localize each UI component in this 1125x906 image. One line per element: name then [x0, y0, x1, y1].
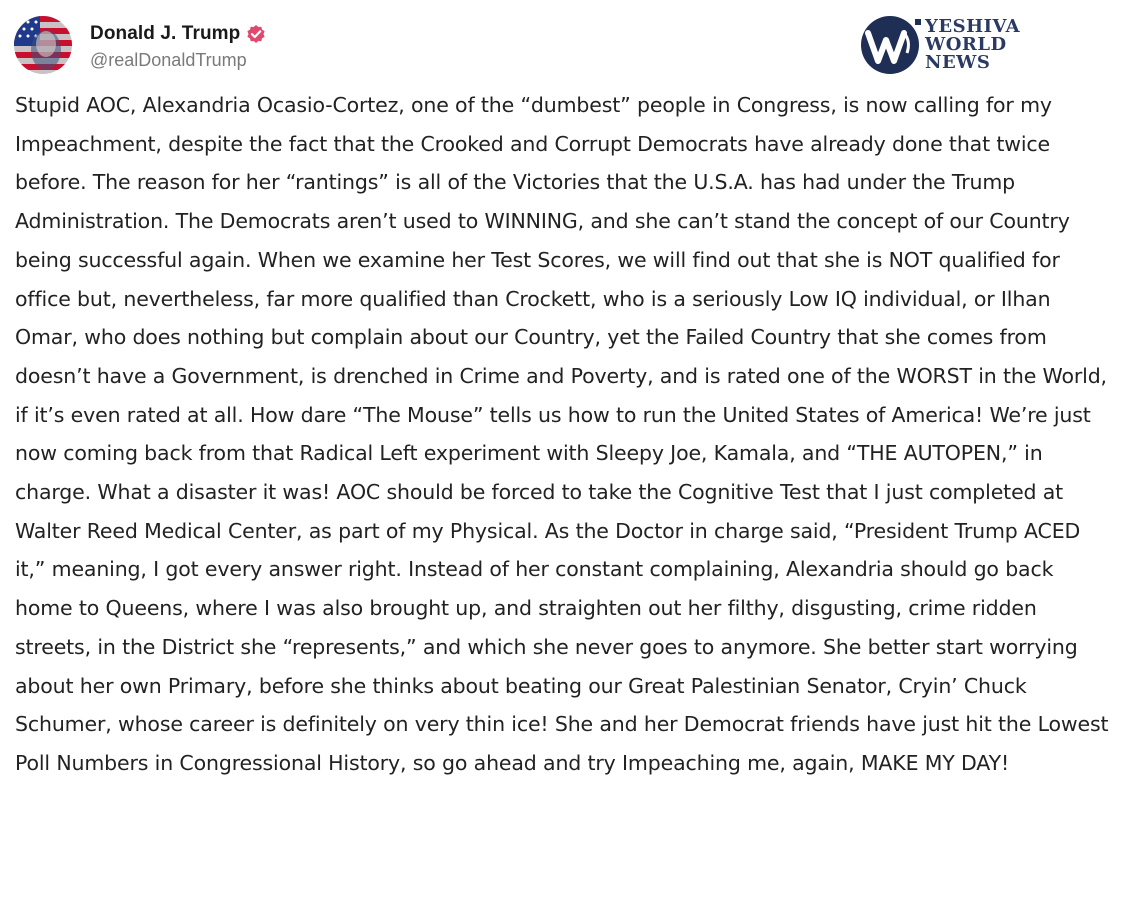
avatar-flag-icon [14, 16, 72, 74]
watermark-line-1: YESHIVA [925, 16, 1021, 37]
avatar[interactable] [14, 16, 72, 74]
verified-badge-icon [246, 24, 266, 44]
author-handle[interactable]: @realDonaldTrump [90, 50, 247, 70]
author-display-name[interactable]: Donald J. Trump [90, 23, 241, 44]
watermark-line-2: WORLD [925, 34, 1007, 55]
watermark-wordmark [925, 18, 1020, 72]
author-block [90, 19, 266, 71]
post-text: Stupid AOC, Alexandria Ocasio-Cortez, one of the “dumbest” people in Congress, is now calling for my Impeachment, despite the fact that the Crooked and Corrupt Democrats have already done that twice before. The reason for her “rantings” is all of the Victories that the U.S.A. has had under the Trump Administration. The Democrats aren’t used to WINNING, and she can’t stand the concept of our Country being successful again. When we examine her Test Scores, we will find out that she is NOT qualified for office but, nevertheless, far more qualified than Crockett, who is a seriously Low IQ individual, or Ilhan Omar, who does nothing but complain about our Country, yet the Failed Country that she comes from doesn’t have a Government, is drenched in Crime and Poverty, and is rated one of the WORST in the World, if it’s even rated at all. How dare “The Mouse” tells us how to run the United States of America! We’re just now coming back from that Radical Left experiment with Sleepy Joe, Kamala, and “THE AUTOPEN,” in charge. What a disaster it was! AOC should be forced to take the Cognitive Test that I just completed at Walter Reed Medical Center, as part of my Physical. As the Doctor in charge said, “President Trump ACED it,” meaning, I got every answer right. Instead of her constant complaining, Alexandria should go back home to Queens, where I was also brought up, and straighten out her filthy, disgusting, crime ridden streets, in the District she “represents,” and which she never goes to anymore. She better start worrying about her own Primary, before she thinks about beating our Great Palestinian Senator, Cryin’ Chuck Schumer, whose career is definitely on very thin ice! She and her Democrat friends have just hit the Lowest Poll Numbers in Congressional History, so go ahead and try Impeaching me, again, MAKE MY DAY! [15, 93, 1109, 775]
watermark-line-3: NEWS [925, 52, 991, 73]
author-name-row [90, 19, 266, 49]
yeshiva-world-news-logo-icon [857, 13, 923, 77]
yeshiva-world-news-watermark [857, 12, 1035, 78]
post-header [14, 14, 266, 76]
